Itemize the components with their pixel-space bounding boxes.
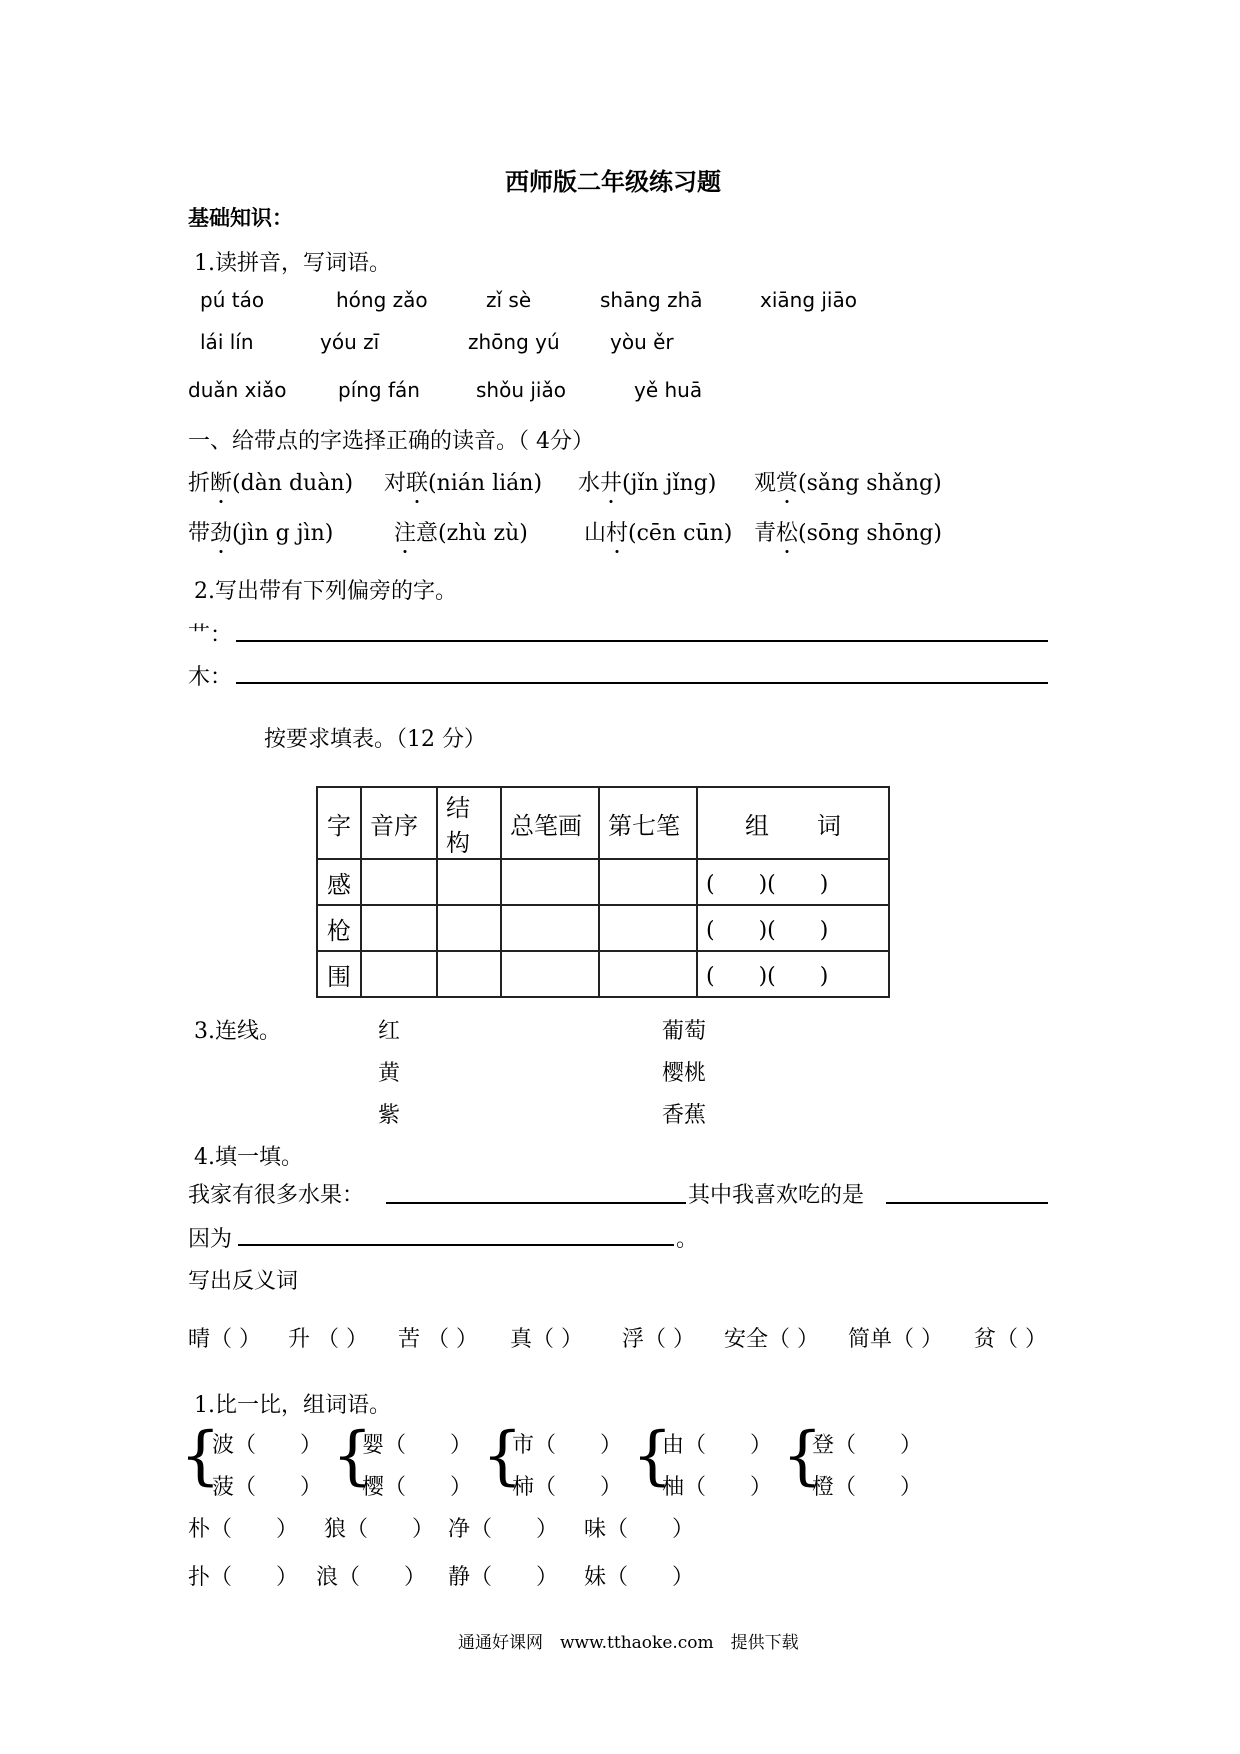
pron-item: 观赏(sǎng shǎng) [754, 466, 942, 497]
antonym-item[interactable]: 安全（ ） [724, 1327, 819, 1352]
table-row [317, 951, 889, 997]
table-row [317, 905, 889, 951]
table-cell[interactable] [501, 859, 599, 905]
table-cell-char: 枪 [317, 905, 361, 951]
brace-icon: { [632, 1419, 673, 1493]
antonym-item[interactable]: 贫（ ） [974, 1327, 1047, 1352]
q4-label: 4.填一填。 [194, 1145, 303, 1170]
compare-item[interactable]: 静（ ） [448, 1565, 559, 1590]
compare-item[interactable]: 净（ ） [448, 1517, 559, 1542]
section-heading: 基础知识： [188, 205, 293, 230]
brace-icon: { [180, 1419, 221, 1493]
pron-item: 水井(jǐn jǐng) [578, 466, 716, 497]
table-cell-char: 感 [317, 859, 361, 905]
compare-item[interactable]: 柚（ ） [662, 1475, 773, 1500]
answer-line[interactable] [238, 1244, 674, 1246]
compare-item[interactable]: 由（ ） [662, 1433, 773, 1458]
compare-item[interactable]: 妹（ ） [584, 1565, 695, 1590]
table-header-row [317, 787, 889, 859]
brace-icon: { [482, 1419, 523, 1493]
table-cell[interactable] [599, 905, 697, 951]
pron-item: 折断(dàn duàn) [188, 466, 353, 497]
match-left-item[interactable]: 黄 [378, 1061, 401, 1086]
q3-label: 3.连线。 [194, 1019, 281, 1044]
table-cell[interactable] [501, 951, 599, 997]
table-cell-words[interactable]: ( )( ) [697, 905, 889, 951]
table-header: 组 词 [697, 787, 889, 859]
match-left-item[interactable]: 紫 [378, 1103, 401, 1128]
table-label: 按要求填表。（12 分） [264, 727, 486, 752]
antonym-item[interactable]: 浮（ ） [622, 1327, 695, 1352]
table-cell[interactable] [361, 859, 437, 905]
pron-item: 注意(zhù zù) [394, 516, 528, 547]
brace-icon: { [782, 1419, 823, 1493]
page-footer: 通通好课网 www.tthaoke.com 提供下载 [458, 1633, 799, 1653]
pronunciation-question-label: 一、给带点的字选择正确的读音。（ 4分） [188, 429, 594, 454]
q2-label: 2.写出带有下列偏旁的字。 [194, 579, 457, 604]
table-header: 字 [317, 787, 361, 859]
table-header: 结构 [437, 787, 501, 859]
table-header: 音序 [361, 787, 437, 859]
match-right-item[interactable]: 香蕉 [662, 1103, 707, 1128]
compare-item[interactable]: 波（ ） [212, 1433, 323, 1458]
pinyin-word: shǒu jiǎo [476, 378, 566, 402]
q4-line2-prefix: 因为 [188, 1227, 233, 1252]
pinyin-word: xiāng jiāo [760, 288, 857, 312]
compare-item[interactable]: 婴（ ） [362, 1433, 473, 1458]
pinyin-word: zhōng yú [468, 330, 560, 354]
table-cell[interactable] [437, 859, 501, 905]
pron-item: 对联(nián lián) [384, 466, 542, 497]
table-header: 第七笔 [599, 787, 697, 859]
radical-label-grass: 艹： [188, 623, 233, 648]
compare-item[interactable]: 扑（ ） [188, 1565, 299, 1590]
q4-line1-prefix: 我家有很多水果： [188, 1183, 365, 1208]
antonym-item[interactable]: 苦 （ ） [398, 1327, 478, 1352]
compare-item[interactable]: 狼（ ） [324, 1517, 435, 1542]
pinyin-word: hóng zǎo [336, 288, 428, 312]
compare-item[interactable]: 菠（ ） [212, 1475, 323, 1500]
compare-item[interactable]: 柿（ ） [512, 1475, 623, 1500]
radical-label-wood: 木： [188, 665, 233, 690]
antonym-item[interactable]: 升 （ ） [288, 1327, 368, 1352]
q4-line2-suffix: 。 [676, 1227, 699, 1252]
pron-item: 青松(sōng shōng) [754, 516, 942, 547]
table-cell[interactable] [437, 951, 501, 997]
answer-line[interactable] [886, 1202, 1048, 1204]
q4-line1-middle: 其中我喜欢吃的是 [688, 1183, 865, 1208]
compare-item[interactable]: 市（ ） [512, 1433, 623, 1458]
page-title: 西师版二年级练习题 [505, 167, 721, 196]
answer-line[interactable] [386, 1202, 686, 1204]
antonym-item[interactable]: 真（ ） [510, 1327, 583, 1352]
compare-item[interactable]: 朴（ ） [188, 1517, 299, 1542]
pinyin-word: shāng zhā [600, 288, 703, 312]
table-cell[interactable] [361, 951, 437, 997]
table-cell[interactable] [599, 951, 697, 997]
table-cell[interactable] [437, 905, 501, 951]
match-left-item[interactable]: 红 [378, 1019, 401, 1044]
table-header: 总笔画 [501, 787, 599, 859]
antonym-item[interactable]: 晴（ ） [188, 1327, 261, 1352]
antonym-label: 写出反义词 [188, 1269, 299, 1294]
pinyin-word: píng fán [338, 378, 420, 402]
table-cell-words[interactable]: ( )( ) [697, 859, 889, 905]
table-row [317, 859, 889, 905]
pinyin-word: yě huā [634, 378, 703, 402]
pinyin-word: yóu zī [320, 330, 380, 354]
antonym-item[interactable]: 简单（ ） [848, 1327, 943, 1352]
match-right-item[interactable]: 葡萄 [662, 1019, 707, 1044]
compare-item[interactable]: 味（ ） [584, 1517, 695, 1542]
table-cell-char: 围 [317, 951, 361, 997]
compare-item[interactable]: 橙（ ） [812, 1475, 923, 1500]
pinyin-word: pú táo [200, 288, 265, 312]
pron-item: 带劲(jìn g jìn) [188, 516, 333, 547]
brace-icon: { [332, 1419, 373, 1493]
q1-label: 1.读拼音，写词语。 [194, 251, 391, 276]
table-cell[interactable] [599, 859, 697, 905]
pinyin-word: duǎn xiǎo [188, 378, 287, 402]
compare-item[interactable]: 浪（ ） [316, 1565, 427, 1590]
table-cell-words[interactable]: ( )( ) [697, 951, 889, 997]
answer-line[interactable] [236, 640, 1048, 642]
pinyin-word: yòu ěr [610, 330, 674, 354]
pinyin-word: zǐ sè [486, 288, 532, 312]
compare-label: 1.比一比，组词语。 [194, 1393, 391, 1418]
pinyin-word: lái lín [200, 330, 254, 354]
table-cell[interactable] [361, 905, 437, 951]
character-table [316, 786, 890, 998]
compare-item[interactable]: 樱（ ） [362, 1475, 473, 1500]
table-cell[interactable] [501, 905, 599, 951]
compare-item[interactable]: 登（ ） [812, 1433, 923, 1458]
answer-line[interactable] [236, 682, 1048, 684]
match-right-item[interactable]: 樱桃 [662, 1061, 707, 1086]
pron-item: 山村(cēn cūn) [584, 516, 732, 547]
